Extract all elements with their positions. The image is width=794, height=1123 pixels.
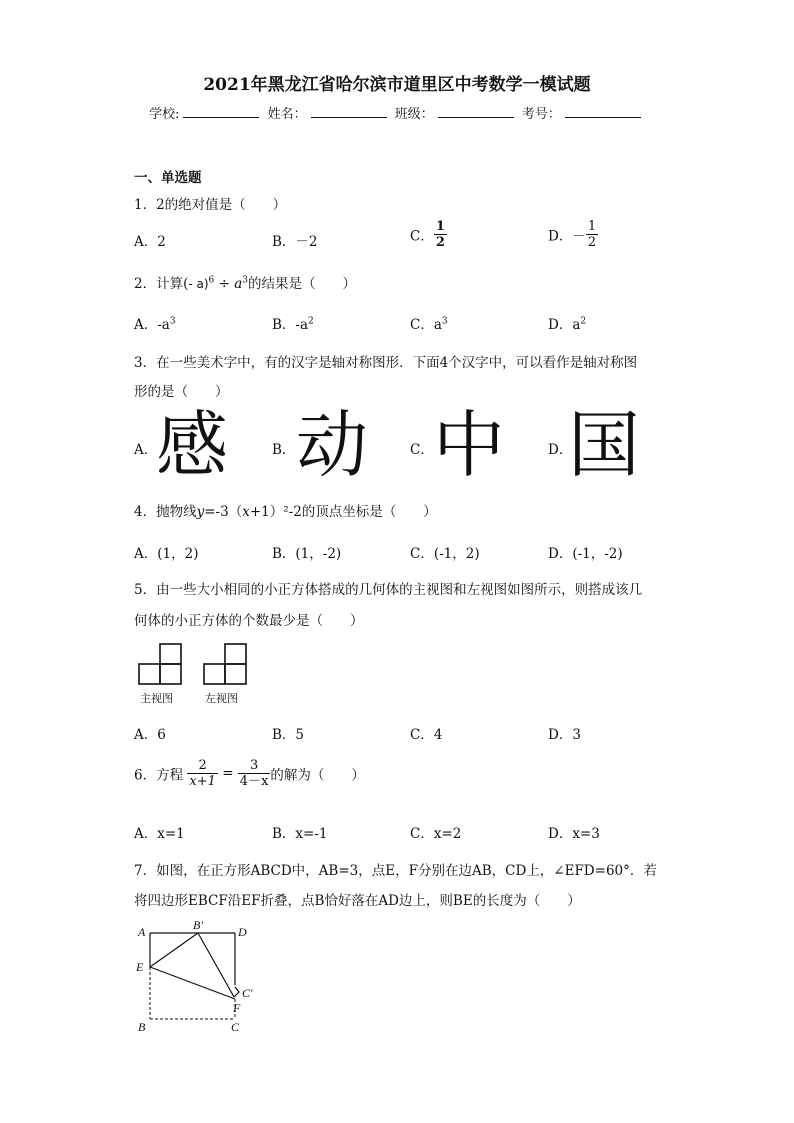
- label-c: C: [231, 1020, 240, 1034]
- student-info-line: [0, 103, 794, 122]
- q2-stem-divisor: a: [234, 276, 243, 292]
- label-c-prime: C′: [242, 986, 253, 1000]
- fraction-denominator: 4－x: [239, 774, 269, 789]
- q1-option-d-label: D．－: [548, 228, 586, 245]
- q1-option-c-fraction: [434, 219, 447, 250]
- q4-stem-x: x: [242, 504, 250, 520]
- q3-option-a: A．: [134, 442, 158, 458]
- segment-eb-prime: [150, 933, 198, 967]
- q2-option-d-exp: 2: [580, 316, 587, 327]
- q1-option-c-label: C．: [410, 228, 434, 245]
- name-label: 姓名：: [267, 107, 307, 122]
- q6-option-a: A．x=1: [134, 826, 185, 842]
- q5-option-a: A．6: [134, 727, 166, 743]
- q4-option-b: B．(1，-2): [272, 546, 342, 562]
- q3-option-d: D．: [548, 442, 573, 458]
- front-view-drawing: [139, 644, 181, 684]
- school-blank[interactable]: [183, 105, 259, 118]
- q6-option-b: B．x=-1: [272, 826, 328, 842]
- number-label: 考号：: [521, 107, 561, 122]
- q3-stem-line2: 形的是（ ）: [134, 384, 229, 400]
- q4-stem-prefix: 4．抛物线: [134, 504, 197, 520]
- label-b-prime: B′: [193, 918, 203, 932]
- q1-option-a: A．2: [134, 234, 166, 250]
- q4-option-d: D．(-1，-2): [548, 546, 623, 562]
- fraction-numerator: 2: [187, 758, 218, 774]
- q1-stem: 1．2的绝对值是（ ）: [134, 197, 287, 213]
- q2-option-b-exp: 2: [308, 316, 314, 327]
- q3-option-c: C．: [410, 442, 434, 458]
- q1-option-b: B．－2: [272, 234, 318, 250]
- label-f: F: [233, 1001, 241, 1015]
- q3-option-c-char: 中: [433, 403, 506, 487]
- fraction-denominator: 2: [587, 235, 597, 250]
- q4-option-a: A．(1，2): [134, 546, 199, 562]
- q6-option-d: D．x=3: [548, 826, 600, 842]
- q6-option-c: C．x=2: [410, 826, 462, 842]
- q6-stem-suffix: 的解为（ ）: [270, 767, 365, 784]
- q6-equals: =: [222, 765, 234, 782]
- fraction-numerator: 1: [435, 219, 445, 234]
- q5-option-c: C．4: [410, 727, 443, 743]
- q2-option-c-exp: 3: [441, 316, 448, 327]
- q7-stem-line2: 将四边形EBCF沿EF折叠，点B恰好落在AD边上，则BE的长度为（ ）: [134, 893, 581, 909]
- q6-fraction-left: [187, 758, 218, 789]
- q6-stem: [134, 758, 365, 789]
- q7-stem-line1: 7．如图，在正方形ABCD中，AB=3，点E，F分别在边AB，CD上，∠EFD=60°．若: [134, 863, 657, 879]
- q2-option-c: [410, 313, 448, 333]
- q4-option-c: C．(-1，2): [410, 546, 480, 562]
- q2-stem-prefix: 2．计算(: [134, 276, 189, 292]
- q2-stem-exponent2: 3: [242, 275, 248, 286]
- name-blank[interactable]: [311, 105, 387, 118]
- q5-option-d: D．3: [548, 727, 581, 743]
- q5-option-b: B．5: [272, 727, 305, 743]
- label-d: D: [238, 925, 247, 939]
- q3-option-a-char: 感: [156, 403, 229, 487]
- q4-stem-suffix: +1）²-2的顶点坐标是（ ）: [249, 504, 437, 520]
- q2-option-d-text: D．a: [548, 317, 581, 333]
- q5-stem-line2: 何体的小正方体的个数最少是（ ）: [134, 613, 364, 629]
- q2-stem: [134, 272, 356, 292]
- page-title: 2021年黑龙江省哈尔滨市道里区中考数学一模试题: [203, 75, 591, 95]
- section-heading: 一、单选题: [134, 170, 202, 186]
- label-e: E: [136, 960, 144, 974]
- label-a: A: [138, 925, 146, 939]
- q2-stem-divide: ÷: [214, 276, 235, 292]
- q1-option-d-fraction: [586, 219, 598, 250]
- fraction-denominator: x+1: [189, 774, 216, 789]
- q4-stem-y: y: [196, 504, 205, 520]
- fraction-numerator: 1: [587, 219, 597, 234]
- q5-stem-line1: 5．由一些大小相同的小正方体搭成的几何体的主视图和左视图如图所示，则搭成该几: [134, 582, 643, 598]
- q2-option-a-exp: 3: [169, 316, 176, 327]
- segment-fold-corner: [234, 987, 239, 997]
- q1-option-c: [410, 219, 447, 250]
- left-view-label: 左视图: [205, 692, 238, 705]
- class-blank[interactable]: [438, 105, 514, 118]
- school-label: 学校:: [149, 107, 180, 122]
- left-view-drawing: [204, 644, 246, 684]
- q2-option-b-text: B．-a: [272, 317, 309, 333]
- label-b: B: [138, 1020, 146, 1034]
- q2-option-a: [134, 313, 176, 333]
- segment-ef: [150, 967, 235, 999]
- q3-option-d-char: 国: [568, 403, 641, 487]
- class-label: 班级：: [394, 107, 434, 122]
- number-blank[interactable]: [565, 105, 641, 118]
- q3-option-b: B．: [272, 442, 296, 458]
- q6-stem-prefix: 6．方程: [134, 767, 184, 784]
- q2-option-a-text: A．-a: [134, 317, 170, 333]
- q3-stem-line1: 3．在一些美术字中，有的汉字是轴对称图形．下面4个汉字中，可以看作是轴对称图: [134, 355, 638, 371]
- q4-stem-mid: =-3（: [204, 504, 243, 520]
- q1-option-d: [548, 219, 598, 250]
- q4-stem: [134, 500, 437, 520]
- q2-option-b: [272, 313, 314, 333]
- q2-stem-exponent: 6: [208, 275, 215, 286]
- q3-option-b-char: 动: [296, 403, 369, 487]
- q2-option-c-text: C．a: [410, 317, 442, 333]
- q2-stem-base: - a): [188, 277, 209, 291]
- q6-fraction-right: [238, 758, 271, 789]
- q2-stem-suffix: 的结果是（ ）: [247, 276, 356, 292]
- fraction-numerator: 3: [238, 758, 271, 774]
- q7-geometry-figure: [130, 915, 270, 1035]
- front-view-label: 主视图: [140, 692, 173, 705]
- fraction-denominator: 2: [435, 235, 445, 250]
- q2-option-d: [548, 313, 586, 333]
